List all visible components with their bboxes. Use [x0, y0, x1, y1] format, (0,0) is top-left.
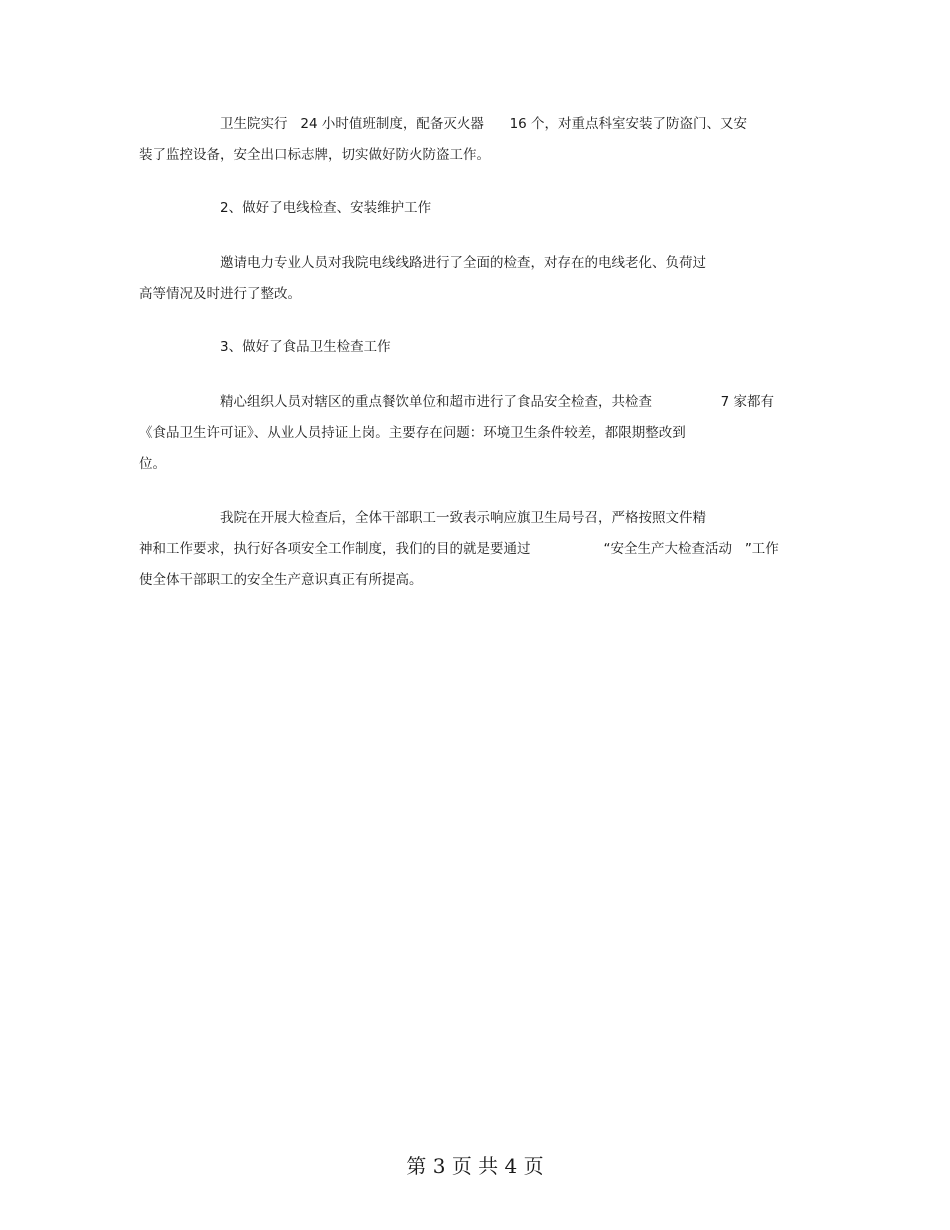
paragraph-6-line-3: 使全体干部职工的安全生产意识真正有所提高。	[139, 572, 423, 588]
paragraph-5-line-1: 精心组织人员对辖区的重点餐饮单位和超市进行了食品安全检查，共检查 7 家都有	[220, 394, 775, 410]
paragraph-6-line-1: 我院在开展大检查后，全体干部职工一致表示响应旗卫生局号召，严格按照文件精	[220, 510, 706, 526]
section-heading-2: 2、做好了电线检查、安装维护工作	[220, 200, 432, 216]
paragraph-5-line-2: 《食品卫生许可证》、从业人员持证上岗。主要存在问题：环境卫生条件较差，都限期整改到	[139, 425, 686, 441]
paragraph-3-line-2: 高等情况及时进行了整改。	[139, 286, 301, 302]
paragraph-1-line-2: 装了监控设备，安全出口标志牌，切实做好防火防盗工作。	[139, 147, 490, 163]
paragraph-5-line-3: 位。	[139, 456, 166, 472]
page-number-footer: 第 3 页 共 4 页	[406, 1154, 544, 1178]
paragraph-1-line-1: 卫生院实行 24 小时值班制度，配备灭火器 16 个，对重点科室安装了防盗门、又安	[220, 116, 748, 132]
section-heading-3: 3、做好了食品卫生检查工作	[220, 339, 391, 355]
paragraph-6-line-2: 神和工作要求，执行好各项安全工作制度，我们的目的就是要通过 “安全生产大检查活动 ”工作	[139, 541, 779, 557]
paragraph-3-line-1: 邀请电力专业人员对我院电线线路进行了全面的检查，对存在的电线老化、负荷过	[220, 255, 706, 271]
